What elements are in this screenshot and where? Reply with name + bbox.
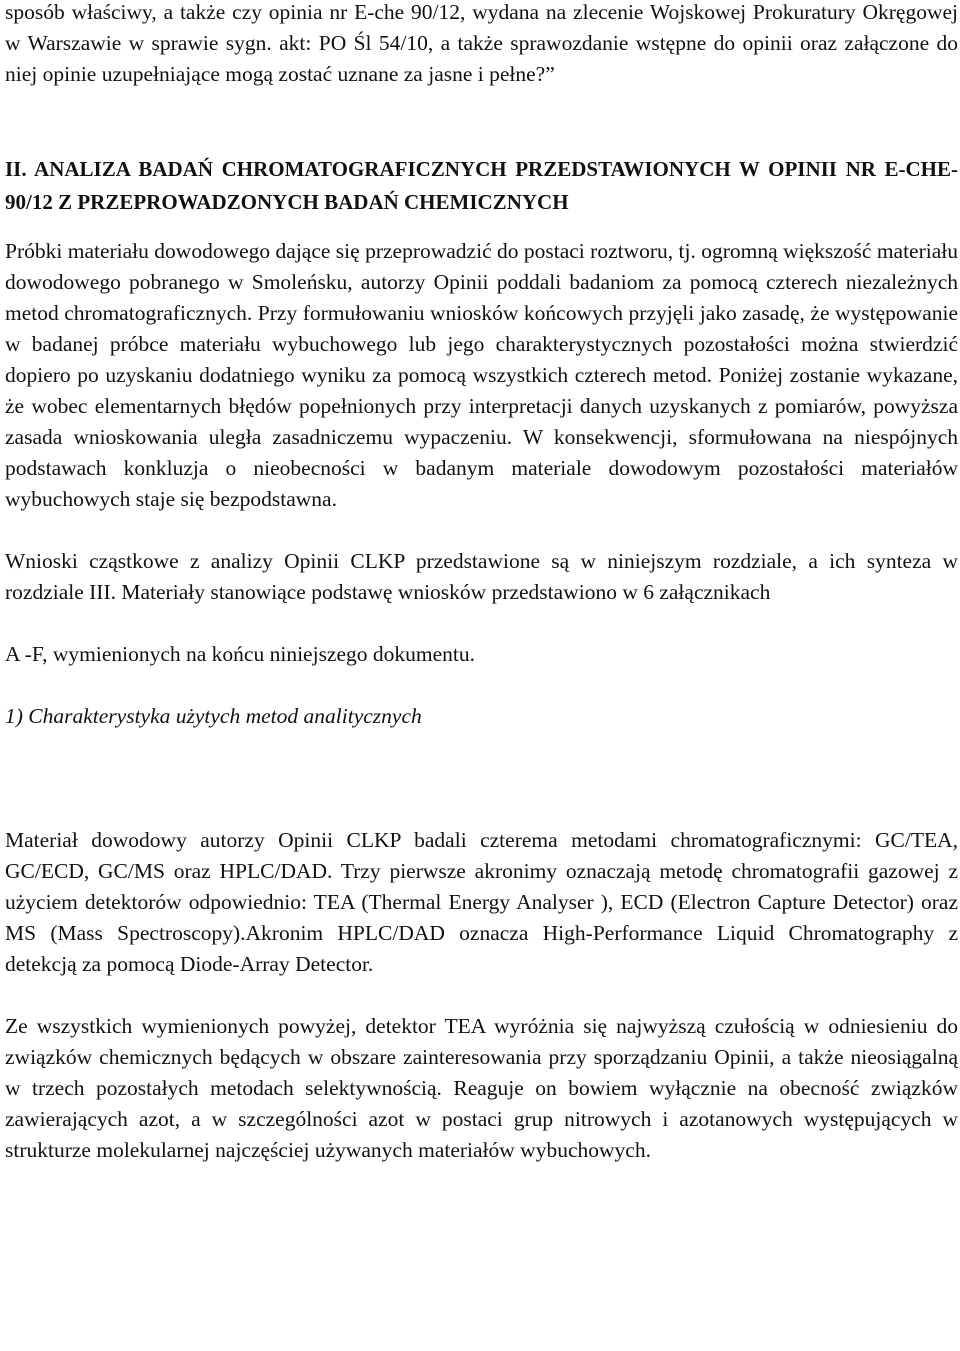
document-page bbox=[5, 0, 958, 1166]
paragraph-methods: Materiał dowodowy autorzy Opinii CLKP badali czterema metodami chromatograficznymi: GC/TEA, GC/ECD, GC/MS oraz HPLC/DAD. Trzy pierwsze akronimy oznaczają metodę chromatografii gazowej z użyciem detektorów odpowiednio: TEA (Thermal Energy Analyser ), ECD (Electron Capture Detector) oraz MS (Mass Spectroscopy).Akronim HPLC/DAD oznacza High-Performance Liquid Chromatography z detekcją za pomocą Diode-Array Detector. bbox=[5, 828, 958, 976]
intro-paragraph: sposób właściwy, a także czy opinia nr E-che 90/12, wydana na zlecenie Wojskowej Prokuratury Okręgowej w Warszawie w sprawie sygn. akt: PO Śl 54/10, a także sprawozdanie wstępne do opinii oraz załączone do niej opinie uzupełniające mogą zostać uznane za jasne i pełne?” bbox=[5, 0, 958, 86]
paragraph-tea-detector: Ze wszystkich wymienionych powyżej, detektor TEA wyróżnia się najwyższą czułością w odniesieniu do związków chemicznych będących w obszare zainteresowania przy sporządzaniu Opinii, a także nieosiągalną w trzech pozostałych metodach selektywnością. Reaguje on bowiem wyłącznie na obecność związków zawierających azot, a w szczególności azot w postaci grup nitrowych i azotanowych występujących w strukturze molekularnej najczęściej używanych materiałów wybuchowych. bbox=[5, 1014, 958, 1162]
paragraph-samples: Próbki materiału dowodowego dające się przeprowadzić do postaci roztworu, tj. ogromną większość materiału dowodowego pobranego w Smoleńsku, autorzy Opinii poddali badaniom za pomocą czterech niezależnych metod chromatograficznych. Przy formułowaniu wniosków końcowych przyjęli jako zasadę, że występowanie w badanej próbce materiału wybuchowego lub jego charakterystycznych pozostałości można stwierdzić dopiero po uzyskaniu dodatniego wyniku za pomocą wszystkich czterech metod. Poniżej zostanie wykazane, że wobec elementarnych błędów popełnionych przy interpretacji danych uzyskanych z pomiarów, powyższa zasada wnioskowania uległa zasadniczemu wypaczeniu. W konsekwencji, sformułowana na niespójnych podstawach konkluzja o nieobecności w badanym materiale dowodowym pozostałości materiałów wybuchowych staje się bezpodstawna. bbox=[5, 239, 958, 511]
subheading-methods: 1) Charakterystyka użytych metod analitycznych bbox=[5, 704, 422, 728]
section-heading: II. ANALIZA BADAŃ CHROMATOGRAFICZNYCH PRZEDSTAWIONYCH W OPINII NR E-CHE-90/12 Z PRZEPROWADZONYCH BADAŃ CHEMICZNYCH bbox=[5, 157, 958, 214]
paragraph-attachments: A -F, wymienionych na końcu niniejszego dokumentu. bbox=[5, 642, 476, 666]
paragraph-conclusions: Wnioski cząstkowe z analizy Opinii CLKP przedstawione są w niniejszym rozdziale, a ich synteza w rozdziale III. Materiały stanowiące podstawę wniosków przedstawiono w 6 załącznikach bbox=[5, 549, 958, 604]
